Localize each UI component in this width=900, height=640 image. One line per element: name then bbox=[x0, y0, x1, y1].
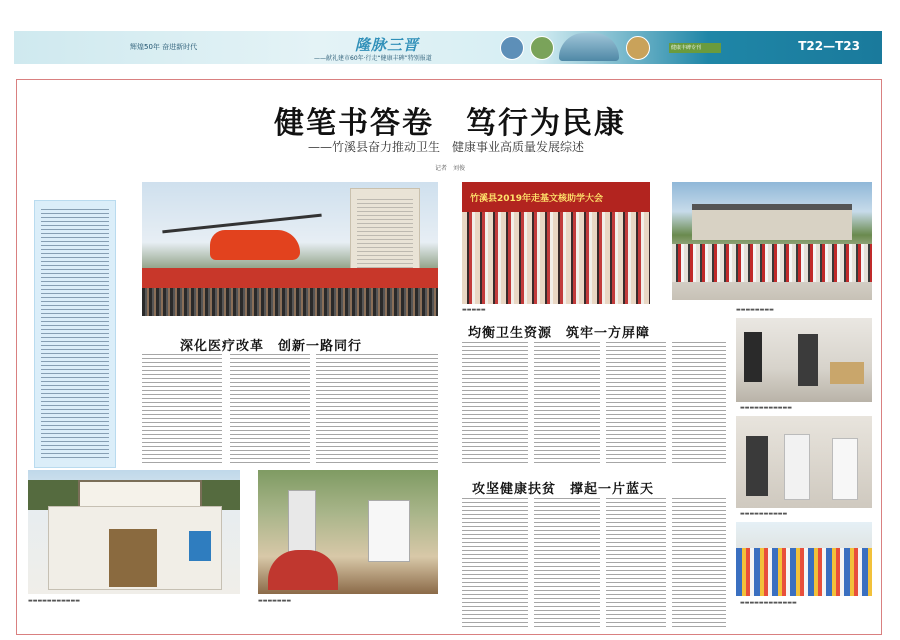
body-column bbox=[606, 498, 666, 630]
publication-mark bbox=[669, 43, 721, 53]
photo-right-2 bbox=[736, 416, 872, 508]
banner-special-report: ——献礼建市60年·行走“健康丰碑”特别报道 bbox=[314, 55, 432, 62]
intro-box bbox=[34, 200, 116, 468]
crowd bbox=[142, 288, 438, 316]
body-column bbox=[606, 342, 666, 466]
person bbox=[368, 500, 410, 562]
village-building bbox=[692, 204, 852, 240]
article-headline: 健笔书答卷 笃行为民康 bbox=[274, 106, 626, 141]
intro-text bbox=[41, 209, 109, 459]
person bbox=[798, 334, 818, 386]
photo-conference bbox=[462, 182, 650, 304]
village-people bbox=[672, 244, 872, 282]
banner-logo-title: 隆脉三晋 bbox=[354, 36, 419, 54]
caption-clinic: ▬▬▬▬▬▬▬▬▬▬▬ bbox=[28, 598, 80, 604]
banner-slogan: 辉煌50年 奋进新时代 bbox=[130, 43, 198, 51]
person bbox=[746, 436, 768, 496]
conference-banner bbox=[462, 182, 650, 212]
children-group bbox=[736, 548, 872, 596]
person bbox=[830, 362, 864, 384]
body-column bbox=[462, 498, 528, 630]
clinic-door bbox=[109, 529, 157, 587]
body-column bbox=[672, 498, 726, 630]
conference-group bbox=[462, 212, 650, 304]
photo-village-group bbox=[672, 182, 872, 300]
caption-conference: ▬▬▬▬▬ bbox=[462, 307, 486, 313]
section-title-poverty: 攻坚健康扶贫 撑起一片蓝天 bbox=[472, 482, 655, 497]
body-column bbox=[672, 342, 726, 466]
crowd-banner bbox=[142, 268, 438, 288]
caption-right-2: ▬▬▬▬▬▬▬▬▬▬ bbox=[740, 511, 788, 517]
body-column bbox=[142, 354, 222, 464]
body-column bbox=[230, 354, 310, 464]
section-title-resources: 均衡卫生资源 筑牢一方屏障 bbox=[468, 326, 651, 341]
caption-village: ▬▬▬▬▬▬▬▬ bbox=[736, 307, 774, 313]
person bbox=[832, 438, 858, 500]
article-byline: 记者 刘俊 bbox=[435, 165, 466, 172]
clinic-poster bbox=[189, 531, 211, 561]
photo-helicopter bbox=[142, 182, 438, 316]
photo-right-1 bbox=[736, 318, 872, 402]
photo-right-3 bbox=[736, 522, 872, 596]
article-subhead: ——竹溪县奋力推动卫生 健康事业高质量发展综述 bbox=[308, 140, 585, 154]
person bbox=[784, 434, 810, 500]
body-column bbox=[316, 354, 438, 464]
helicopter-body bbox=[210, 230, 300, 260]
building-windows bbox=[357, 199, 413, 269]
person bbox=[744, 332, 762, 382]
banner-photo-circle bbox=[500, 36, 524, 60]
caption-right-1: ▬▬▬▬▬▬▬▬▬▬▬ bbox=[740, 405, 792, 411]
section-title-reform: 深化医疗改革 创新一路同行 bbox=[180, 339, 363, 354]
publication-mark-label: 健康丰碑专刊 bbox=[671, 45, 702, 51]
photo-clinic bbox=[28, 470, 240, 594]
body-column bbox=[462, 342, 528, 466]
photo-health-check bbox=[258, 470, 438, 594]
body-column bbox=[534, 342, 600, 466]
person bbox=[268, 550, 338, 590]
banner-city-photo bbox=[559, 33, 619, 61]
banner-photo-circle bbox=[530, 36, 554, 60]
caption-right-3: ▬▬▬▬▬▬▬▬▬▬▬▬ bbox=[740, 600, 797, 606]
hospital-building bbox=[350, 188, 420, 276]
conference-banner-text: 竹溪县2019年走基文核助学大会 bbox=[470, 194, 604, 204]
clinic-building bbox=[48, 506, 222, 590]
caption-health-check: ▬▬▬▬▬▬▬ bbox=[258, 598, 292, 604]
page-banner bbox=[14, 31, 882, 64]
banner-photo-circle bbox=[626, 36, 650, 60]
page-numbers: T22—T23 bbox=[798, 39, 860, 53]
body-column bbox=[534, 498, 600, 630]
